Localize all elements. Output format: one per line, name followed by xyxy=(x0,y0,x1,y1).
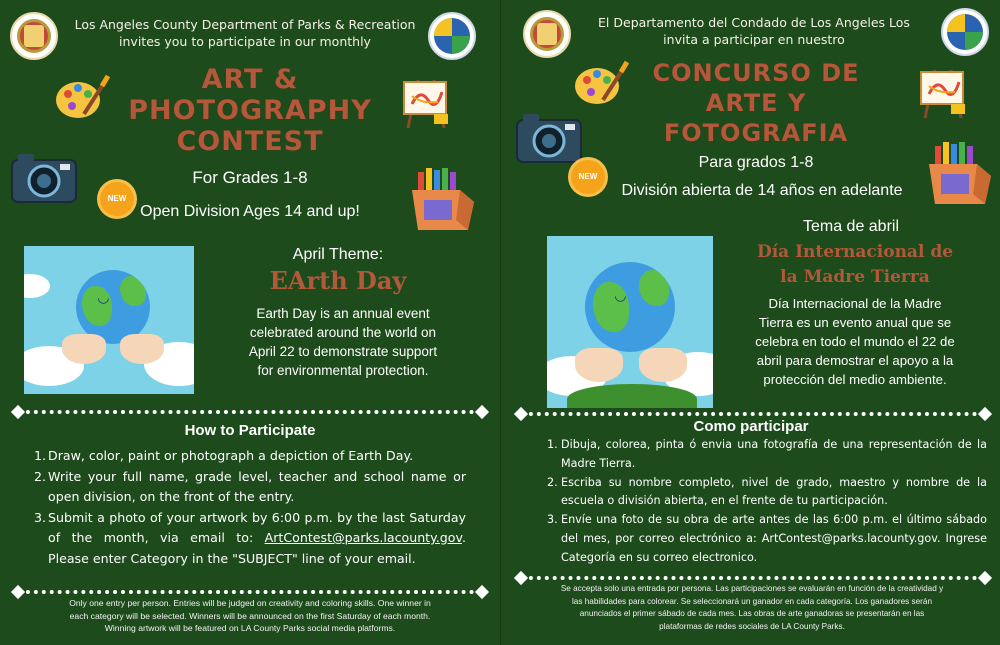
earth-day-illustration: ◡ xyxy=(547,236,713,408)
title-line-3: FOTOGRAFIA xyxy=(663,119,849,147)
new-badge-icon: NEW xyxy=(100,182,134,216)
section-divider xyxy=(18,410,482,414)
theme-name-line: Día Internacional de xyxy=(756,242,954,262)
fine-print-line: plataformas de redes sociales de LA County Parks. xyxy=(659,621,845,631)
description-line: April 22 to demonstrate support xyxy=(248,344,438,359)
participation-steps xyxy=(547,436,987,568)
header-line-1: El Departamento del Condado de Los Angeles Los xyxy=(598,15,910,30)
camera-icon xyxy=(8,150,78,206)
header-line-1: Los Angeles County Department of Parks & Recreation xyxy=(74,17,416,32)
section-divider xyxy=(521,576,985,580)
participation-steps xyxy=(34,446,466,569)
description-line: celebra en todo el mundo el 22 de xyxy=(755,334,955,349)
parks-seal-icon xyxy=(941,8,989,56)
theme-name: EArth Day xyxy=(269,266,407,295)
step-text: Submit a photo of your artwork by 6:00 p.m. by the last Saturday of the month, via email to: xyxy=(48,509,466,545)
description-line: celebrated around the world on xyxy=(249,325,437,340)
step-number: 1. xyxy=(34,448,47,463)
grades-text: For Grades 1-8 xyxy=(192,168,308,187)
description-line: Tierra es un evento anual que se xyxy=(758,315,952,330)
crayon-box-icon xyxy=(408,166,482,232)
step-number: 2. xyxy=(34,468,47,484)
step-text: Write your full name, grade level, teacher and school name or open division, on the front of the entry. xyxy=(48,468,466,504)
contest-email-link[interactable]: ArtContest@parks.lacounty.gov xyxy=(264,530,462,545)
theme-label: Tema de abril xyxy=(802,218,900,235)
fine-print xyxy=(507,583,997,633)
step-number: 1. xyxy=(547,438,558,451)
step-text: Envíe una foto de su obra de arte antes de las 6:00 p.m. el último sábado del mes, por correo electrónico a: ArtContest@parks.lacounty.gov. Ingrese Categoría en su correo electronico. xyxy=(561,513,987,564)
step-text: Escriba su nombre completo, nivel de grado, maestro y nombre de la escuela o división abierta, en el frente de tu participación. xyxy=(561,475,987,508)
theme-description xyxy=(212,304,474,380)
camera-icon xyxy=(513,110,583,166)
easel-icon xyxy=(398,74,454,130)
fine-print-line: each category will be selected. Winners will be announced on the first Saturday of each month. xyxy=(69,610,431,621)
step-item xyxy=(547,474,987,512)
fine-print-line: anunciados el primer sábado de cada mes. Las obras de arte ganadoras se presentarán en las xyxy=(579,609,925,619)
flyer-spanish xyxy=(500,0,1000,645)
theme-label: April Theme: xyxy=(292,246,384,263)
section-divider xyxy=(18,590,482,594)
earth-day-illustration: ◡ xyxy=(24,246,194,394)
fine-print-line: Se accepta solo una entrada por persona. Las participaciones se evaluarán en función de la creatividad y xyxy=(560,584,944,593)
fine-print-line: Winning artwork will be featured on LA County Parks social media platforms. xyxy=(104,623,396,633)
step-item xyxy=(547,436,987,474)
header-line-2: invita a participar en nuestro xyxy=(663,32,845,47)
section-divider xyxy=(521,412,985,416)
contest-title xyxy=(621,58,891,148)
theme-name xyxy=(721,240,989,290)
new-badge-icon: NEW xyxy=(571,160,605,194)
step-number: 3. xyxy=(34,509,47,525)
description-line: abril para demostrar el apoyo a la xyxy=(756,353,954,368)
easel-icon xyxy=(915,64,971,120)
title-line-2: PHOTOGRAPHY xyxy=(128,95,372,126)
step-text: Draw, color, paint or photograph a depiction of Earth Day. xyxy=(48,448,414,463)
theme-description xyxy=(721,294,989,389)
step-item xyxy=(34,508,466,570)
title-line-2: ARTE Y xyxy=(705,89,807,117)
fine-print-line: las habilidades para colorear. Se seleccionará un ganador en cada categoría. Los ganadores serán xyxy=(571,596,933,606)
step-text: Dibuja, colorea, pinta ó envia una fotografía de una representación de la Madre Tierra. xyxy=(561,438,987,470)
theme-name-line: la Madre Tierra xyxy=(780,267,930,287)
step-item xyxy=(547,511,987,567)
fine-print xyxy=(10,597,490,635)
description-line: Earth Day is an annual event xyxy=(256,306,430,321)
title-line-3: CONTEST xyxy=(176,126,324,157)
title-line-1: ART & xyxy=(201,64,299,95)
open-division-text: Open Division Ages 14 and up! xyxy=(140,203,360,220)
step-text: . Please enter Category in the "SUBJECT" line of your email. xyxy=(48,530,466,566)
description-line: Día Internacional de la Madre xyxy=(768,296,942,311)
description-line: for environmental protection. xyxy=(257,363,429,378)
open-division-text: División abierta de 14 años en adelante xyxy=(621,182,903,199)
county-seal-icon xyxy=(523,10,571,58)
parks-seal-icon xyxy=(428,12,476,60)
header-line-2: invites you to participate in our monthly xyxy=(119,34,371,49)
grades-text: Para grados 1-8 xyxy=(698,154,814,171)
header-text xyxy=(70,16,420,50)
step-number: 3. xyxy=(547,513,558,527)
step-number: 2. xyxy=(547,475,558,489)
header-text xyxy=(579,14,929,48)
step-item xyxy=(34,446,466,467)
contest-title xyxy=(100,64,400,157)
crayon-box-icon xyxy=(925,140,999,206)
fine-print-line: Only one entry per person. Entries will be judged on creativity and coloring skills. One winner in xyxy=(69,598,431,608)
county-seal-icon xyxy=(10,12,58,60)
description-line: protección del medio ambiente. xyxy=(763,372,947,387)
how-to-participate-heading: How to Participate xyxy=(184,422,316,439)
title-line-1: CONCURSO DE xyxy=(652,59,860,87)
step-item xyxy=(34,467,466,508)
how-to-participate-heading: Como participar xyxy=(693,418,809,435)
